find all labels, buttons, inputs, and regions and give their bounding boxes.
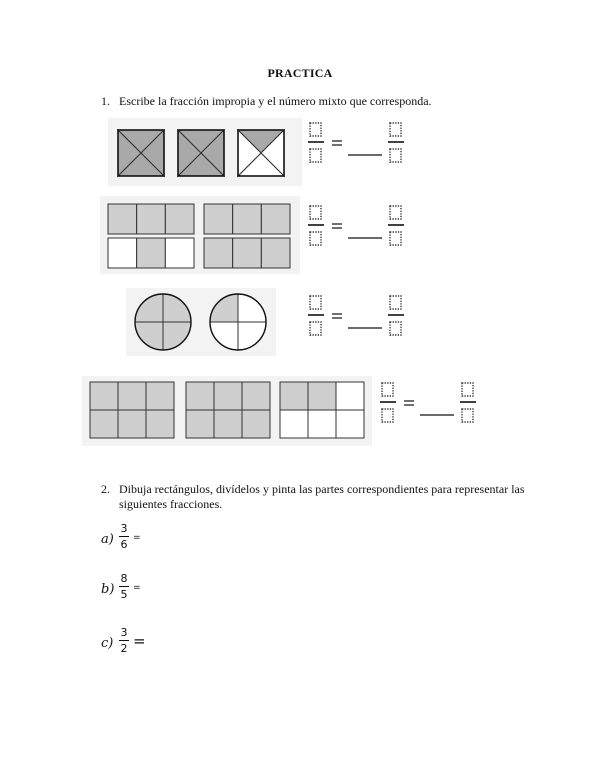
fraction-item-b: [101, 570, 221, 610]
bar-cell: [204, 204, 233, 234]
question-1-number: 1.: [101, 94, 110, 108]
blank-box: [310, 149, 321, 162]
grid-cell: [242, 410, 270, 438]
question-2: [101, 482, 541, 514]
item-label: c): [101, 636, 114, 651]
fraction: [119, 626, 129, 655]
bar-cell: [261, 238, 290, 268]
denominator: 5: [120, 588, 128, 601]
squares-figure: [108, 118, 302, 186]
grid-cell: [280, 382, 308, 410]
grid-cell: [146, 410, 174, 438]
answer-template-1[interactable]: [306, 120, 416, 176]
bar-cell: [137, 238, 166, 268]
grid-cell: [214, 410, 242, 438]
answer-template-2[interactable]: [306, 203, 416, 259]
equals-sign: =: [133, 632, 146, 650]
bar-cell: [108, 238, 137, 268]
fraction-bar: [119, 536, 129, 537]
grid-cell: [118, 382, 146, 410]
grid-cell: [308, 410, 336, 438]
fraction-item-a: [101, 520, 221, 560]
square-set: [118, 130, 284, 176]
numerator: 3: [120, 626, 128, 639]
bar-cell: [165, 238, 194, 268]
blank-box: [390, 206, 401, 219]
question-2-number: 2.: [101, 482, 110, 496]
bar-cell: [165, 204, 194, 234]
question-1: [101, 94, 581, 110]
fraction: [119, 522, 129, 551]
blank-box: [390, 232, 401, 245]
grid-cell: [242, 382, 270, 410]
fraction-bar: [119, 586, 129, 587]
blank-box: [310, 296, 321, 309]
blank-box: [390, 322, 401, 335]
fraction-item-c: [101, 624, 221, 664]
bar-cell: [261, 204, 290, 234]
grid-cell: [336, 410, 364, 438]
blank-box: [382, 409, 393, 422]
circles-figure: [126, 288, 276, 356]
fraction: [119, 572, 129, 601]
bar-cell: [108, 204, 137, 234]
grid-cell: [90, 410, 118, 438]
grid-cell: [90, 382, 118, 410]
denominator: 2: [120, 642, 128, 655]
grid-cell: [214, 382, 242, 410]
blank-box: [310, 206, 321, 219]
grid-set: [90, 382, 364, 438]
equals-sign: =: [133, 533, 141, 543]
grid-cell: [186, 410, 214, 438]
bar-cell: [204, 238, 233, 268]
equals-sign: =: [133, 583, 141, 593]
blank-box: [462, 409, 473, 422]
grid-cell: [186, 382, 214, 410]
blank-box: [310, 232, 321, 245]
question-2-text: Dibuja rectángulos, divídelos y pinta las partes correspondientes para representar las siguientes fracciones.: [119, 482, 525, 511]
blank-box: [390, 296, 401, 309]
item-label: a): [101, 532, 114, 547]
grid-cell: [118, 410, 146, 438]
fraction-bar: [119, 640, 129, 641]
page-title: PRACTICA: [267, 66, 333, 80]
blank-box: [390, 149, 401, 162]
bars-figure: [100, 196, 300, 274]
blank-box: [382, 383, 393, 396]
numerator: 3: [120, 522, 128, 535]
bar-cell: [233, 238, 262, 268]
bar-cell: [137, 204, 166, 234]
grid-cell: [336, 382, 364, 410]
denominator: 6: [120, 538, 128, 551]
grids-figure: [82, 376, 372, 446]
blank-box: [462, 383, 473, 396]
answer-template-4[interactable]: [378, 380, 488, 436]
numerator: 8: [120, 572, 128, 585]
question-1-text: Escribe la fracción impropia y el número mixto que corresponda.: [119, 94, 432, 108]
item-label: b): [101, 582, 115, 597]
grid-cell: [280, 410, 308, 438]
answer-template-3[interactable]: [306, 293, 416, 349]
bar-cell: [233, 204, 262, 234]
blank-box: [310, 322, 321, 335]
grid-cell: [308, 382, 336, 410]
blank-box: [390, 123, 401, 136]
grid-cell: [146, 382, 174, 410]
blank-box: [310, 123, 321, 136]
